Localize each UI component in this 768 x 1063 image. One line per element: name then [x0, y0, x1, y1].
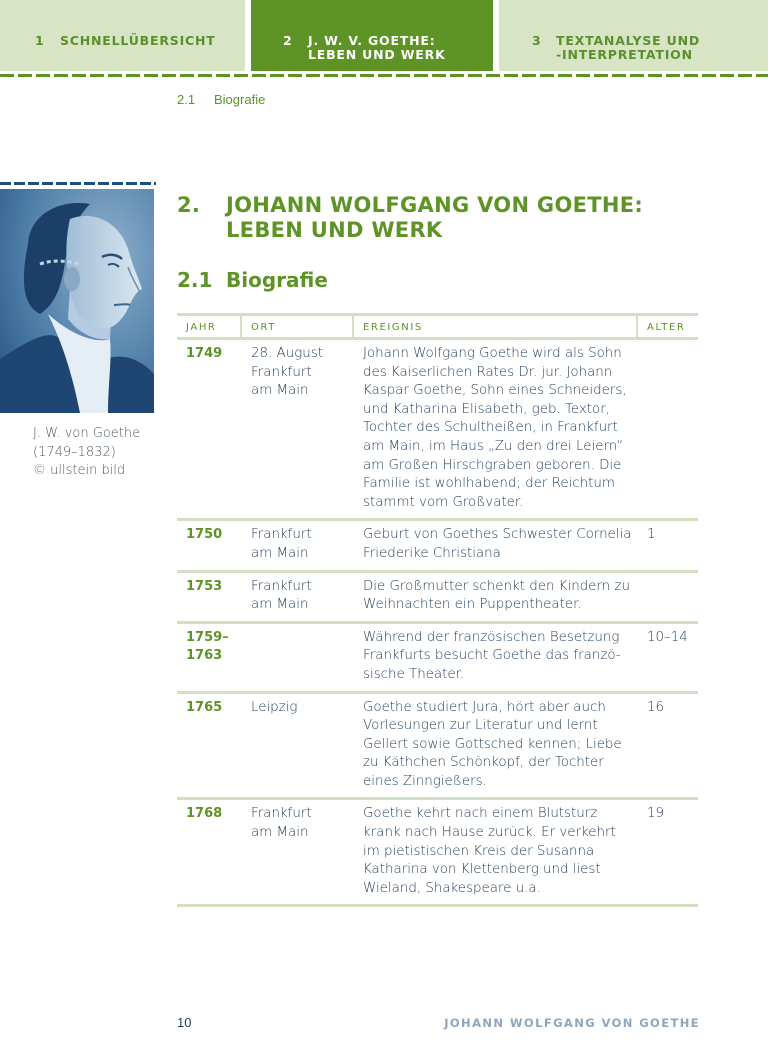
- tab-number: 3: [532, 33, 542, 48]
- table-cell-year: 1768: [177, 799, 241, 906]
- sidebar-dashed-divider: [0, 182, 156, 185]
- column-header-event: EREIGNIS: [353, 315, 637, 339]
- table-cell-age: 1: [637, 520, 698, 571]
- table-row: [177, 622, 698, 692]
- table-cell-age: 10–14: [637, 622, 698, 692]
- table-cell-age: [637, 571, 698, 622]
- tab-number: 1: [35, 33, 45, 48]
- table-cell-age: 16: [637, 692, 698, 799]
- table-row: [177, 799, 698, 906]
- table-cell-year: 1759– 1763: [177, 622, 241, 692]
- tab-number: 2: [283, 33, 293, 48]
- biography-table: [177, 313, 698, 907]
- table-row: [177, 520, 698, 571]
- table-cell-year: 1765: [177, 692, 241, 799]
- table-row: [177, 339, 698, 520]
- tab-schnelluebersicht[interactable]: [0, 0, 245, 71]
- table-cell-event: Johann Wolfgang Goethe wird als Sohn des Kaiserlichen Rates Dr. jur. Johann Kaspar Goethe, Sohn eines Schneiders, und Katharina Elisabeth, geb. Textor, Tochter des Schultheißen, in Frankfurt am Main, im Haus „Zu den drei Leiern“ am Großen Hirschgraben geboren. Die Familie ist wohlhabend; der Reichtum stammt vom Großvater.: [353, 339, 637, 520]
- running-head: 2.1 Biografie: [177, 92, 266, 107]
- table-row: [177, 571, 698, 622]
- tab-label: J. W. V. GOETHE: LEBEN UND WERK: [308, 33, 446, 62]
- table-cell-event: Die Großmutter schenkt den Kindern zu Weihnachten ein Puppentheater.: [353, 571, 637, 622]
- tab-label: TEXTANALYSE UND -INTERPRETATION: [556, 33, 701, 62]
- table-cell-place: 28. August Frankfurt am Main: [241, 339, 353, 520]
- table-cell-age: [637, 339, 698, 520]
- header-dashed-divider: [0, 74, 768, 77]
- tab-textanalyse[interactable]: [499, 0, 768, 71]
- table-cell-place: Leipzig: [241, 692, 353, 799]
- page-number: 10: [177, 1015, 192, 1030]
- table-cell-place: Frankfurt am Main: [241, 571, 353, 622]
- table-cell-event: Goethe studiert Jura, hört aber auch Vorlesungen zur Literatur und lernt Gellert sowie Gottsched kennen; Liebe zu Käthchen Schönkopf, der Tochter eines Zinngießers.: [353, 692, 637, 799]
- table-cell-event: Während der französischen Besetzung Frankfurts besucht Goethe das franzö- sische Theater.: [353, 622, 637, 692]
- table-cell-age: 19: [637, 799, 698, 906]
- table-cell-year: 1753: [177, 571, 241, 622]
- table-row: [177, 692, 698, 799]
- section-heading: 2.1 Biografie: [177, 268, 328, 292]
- footer-title: JOHANN WOLFGANG VON GOETHE: [444, 1016, 700, 1030]
- tab-label: SCHNELLÜBERSICHT: [60, 33, 216, 48]
- chapter-tabs: [0, 0, 768, 71]
- portrait-illustration-icon: [0, 189, 154, 413]
- portrait-caption: J. W. von Goethe (1749–1832) © ullstein bild: [33, 426, 141, 478]
- column-header-place: ORT: [241, 315, 353, 339]
- table-cell-event: Geburt von Goethes Schwester Cornelia Friederike Christiana: [353, 520, 637, 571]
- table-cell-year: 1749: [177, 339, 241, 520]
- table-cell-year: 1750: [177, 520, 241, 571]
- table-cell-place: [241, 622, 353, 692]
- tab-goethe-leben-und-werk[interactable]: [251, 0, 493, 71]
- table-header-row: [177, 315, 698, 339]
- column-header-year: JAHR: [177, 315, 241, 339]
- table-cell-event: Goethe kehrt nach einem Blutsturz krank nach Hause zurück. Er verkehrt im pietistischen Kreis der Susanna Katharina von Klettenberg und liest Wieland, Shakespeare u.a.: [353, 799, 637, 906]
- table-cell-place: Frankfurt am Main: [241, 799, 353, 906]
- table-cell-place: Frankfurt am Main: [241, 520, 353, 571]
- goethe-portrait-image: [0, 189, 154, 413]
- column-header-age: ALTER: [637, 315, 698, 339]
- table-body: [177, 339, 698, 906]
